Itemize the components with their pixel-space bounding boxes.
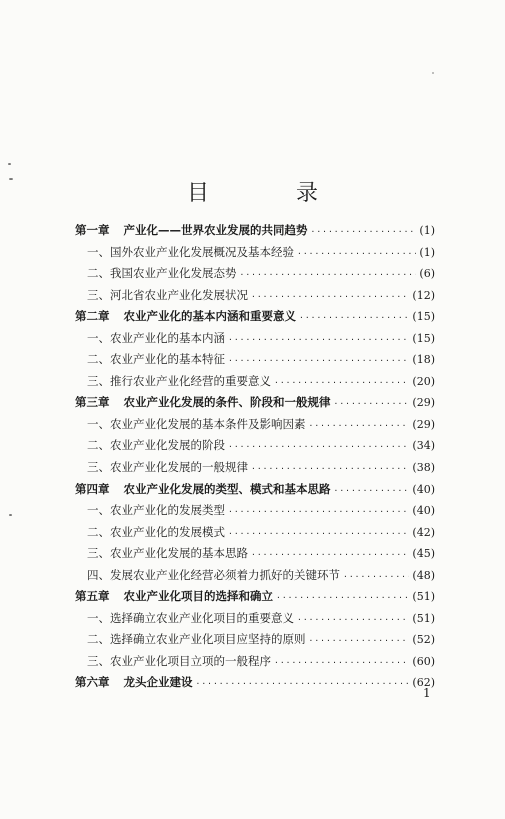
dot-leader bbox=[251, 292, 409, 301]
toc-chapter-entry bbox=[75, 394, 435, 416]
toc-section-entry bbox=[75, 330, 435, 352]
toc-section-entry bbox=[75, 610, 435, 632]
dot-leader bbox=[228, 442, 409, 451]
entry-number: 第五章 bbox=[75, 589, 110, 604]
entry-page-number: (51) bbox=[412, 611, 435, 625]
entry-number: 三、 bbox=[87, 373, 110, 388]
entry-page-number: (29) bbox=[412, 417, 435, 431]
dot-leader bbox=[297, 615, 409, 624]
entry-page-number: (29) bbox=[412, 396, 435, 410]
entry-number: 四、 bbox=[87, 567, 110, 582]
toc-section-entry bbox=[75, 416, 435, 438]
dot-leader bbox=[274, 658, 409, 667]
dot-leader bbox=[309, 636, 410, 645]
table-of-contents bbox=[75, 222, 435, 696]
dot-leader bbox=[251, 464, 409, 473]
dot-leader bbox=[251, 550, 409, 559]
dot-leader bbox=[343, 572, 409, 581]
entry-title: 河北省农业产业化发展状况 bbox=[110, 287, 248, 302]
dot-leader bbox=[299, 313, 409, 322]
dot-leader bbox=[228, 529, 409, 538]
entry-title: 农业产业化发展的基本思路 bbox=[110, 546, 248, 561]
toc-section-entry bbox=[75, 287, 435, 309]
toc-section-entry bbox=[75, 265, 435, 287]
entry-page-number: (12) bbox=[412, 288, 435, 302]
toc-chapter-entry bbox=[75, 481, 435, 503]
entry-page-number: (1) bbox=[419, 245, 435, 259]
entry-title: 农业产业化发展的一般规律 bbox=[110, 460, 248, 475]
toc-section-entry bbox=[75, 351, 435, 373]
toc-chapter-entry bbox=[75, 222, 435, 244]
entry-number: 二、 bbox=[87, 632, 110, 647]
entry-page-number: (52) bbox=[412, 633, 435, 647]
entry-title: 龙头企业建设 bbox=[123, 675, 193, 690]
entry-page-number: (48) bbox=[412, 568, 435, 582]
dot-leader bbox=[297, 249, 416, 258]
entry-title: 农业产业化发展的类型、模式和基本思路 bbox=[123, 481, 331, 496]
toc-section-entry bbox=[75, 631, 435, 653]
entry-number: 二、 bbox=[87, 266, 110, 281]
entry-number: 第四章 bbox=[75, 481, 110, 496]
dot-leader bbox=[311, 227, 417, 236]
entry-number: 三、 bbox=[87, 460, 110, 475]
entry-title: 农业产业化发展的条件、阶段和一般规律 bbox=[123, 395, 331, 410]
entry-page-number: (1) bbox=[419, 224, 435, 237]
entry-page-number: (62) bbox=[412, 676, 435, 690]
dot-leader bbox=[334, 486, 410, 495]
dot-leader bbox=[228, 356, 409, 365]
entry-title: 选择确立农业产业化项目的重要意义 bbox=[110, 610, 294, 625]
toc-chapter-entry bbox=[75, 588, 435, 610]
entry-number: 第三章 bbox=[75, 395, 110, 410]
entry-number: 二、 bbox=[87, 352, 110, 367]
entry-page-number: (42) bbox=[412, 525, 435, 539]
entry-title: 农业产业化的基本特征 bbox=[110, 352, 225, 367]
toc-section-entry bbox=[75, 545, 435, 567]
entry-page-number: (18) bbox=[412, 353, 435, 367]
page-title: 目 录 bbox=[187, 181, 358, 206]
entry-title: 农业产业化发展的基本条件及影响因素 bbox=[110, 416, 306, 431]
dot-leader bbox=[228, 507, 409, 516]
entry-number: 二、 bbox=[87, 438, 110, 453]
dot-leader bbox=[240, 270, 417, 279]
toc-section-entry bbox=[75, 437, 435, 459]
entry-number: 第六章 bbox=[75, 675, 110, 690]
entry-number: 一、 bbox=[87, 330, 110, 345]
toc-section-entry bbox=[75, 373, 435, 395]
entry-number: 第一章 bbox=[75, 223, 110, 237]
toc-section-entry bbox=[75, 244, 435, 266]
entry-title: 我国农业产业化发展态势 bbox=[110, 266, 237, 281]
entry-number: 第二章 bbox=[75, 309, 110, 324]
dot-leader bbox=[196, 679, 410, 688]
dot-leader bbox=[334, 399, 410, 408]
toc-section-entry bbox=[75, 459, 435, 481]
entry-number: 一、 bbox=[87, 416, 110, 431]
entry-number: 三、 bbox=[87, 546, 110, 561]
toc-chapter-entry bbox=[75, 308, 435, 330]
entry-title: 农业产业化的基本内涵和重要意义 bbox=[123, 309, 296, 324]
entry-title: 农业产业化的发展类型 bbox=[110, 503, 225, 518]
entry-number: 一、 bbox=[87, 244, 110, 259]
entry-page-number: (20) bbox=[412, 374, 435, 388]
toc-chapter-entry bbox=[75, 674, 435, 696]
entry-title: 推行农业产业化经营的重要意义 bbox=[110, 373, 271, 388]
entry-page-number: (15) bbox=[412, 310, 435, 324]
entry-page-number: (60) bbox=[412, 654, 435, 668]
entry-number: 三、 bbox=[87, 653, 110, 668]
entry-title: 农业产业化项目立项的一般程序 bbox=[110, 653, 271, 668]
dot-leader bbox=[228, 335, 409, 344]
entry-number: 一、 bbox=[87, 503, 110, 518]
toc-section-entry bbox=[75, 567, 435, 589]
entry-title: 发展农业产业化经营必须着力抓好的关键环节 bbox=[110, 567, 340, 582]
entry-number: 二、 bbox=[87, 524, 110, 539]
toc-section-entry bbox=[75, 502, 435, 524]
dot-leader bbox=[274, 378, 409, 387]
entry-page-number: (40) bbox=[412, 482, 435, 496]
entry-title: 农业产业化的发展模式 bbox=[110, 524, 225, 539]
entry-page-number: (40) bbox=[412, 504, 435, 518]
entry-page-number: (15) bbox=[412, 331, 435, 345]
entry-page-number: (6) bbox=[419, 267, 435, 281]
dot-leader bbox=[276, 593, 409, 602]
entry-number: 三、 bbox=[87, 287, 110, 302]
entry-title: 农业产业化项目的选择和确立 bbox=[123, 589, 273, 604]
toc-section-entry bbox=[75, 524, 435, 546]
dot-leader bbox=[309, 421, 410, 430]
entry-title: 农业产业化发展的阶段 bbox=[110, 438, 225, 453]
entry-title: 产业化——世界农业发展的共同趋势 bbox=[123, 223, 308, 237]
entry-page-number: (45) bbox=[412, 547, 435, 561]
entry-title: 选择确立农业产业化项目应坚持的原则 bbox=[110, 632, 306, 647]
page-number: 1 bbox=[423, 686, 431, 700]
entry-page-number: (51) bbox=[412, 590, 435, 604]
entry-page-number: (38) bbox=[412, 461, 435, 475]
toc-section-entry bbox=[75, 653, 435, 675]
entry-number: 一、 bbox=[87, 610, 110, 625]
entry-page-number: (34) bbox=[412, 439, 435, 453]
entry-title: 国外农业产业化发展概况及基本经验 bbox=[110, 244, 294, 259]
entry-title: 农业产业化的基本内涵 bbox=[110, 330, 225, 345]
